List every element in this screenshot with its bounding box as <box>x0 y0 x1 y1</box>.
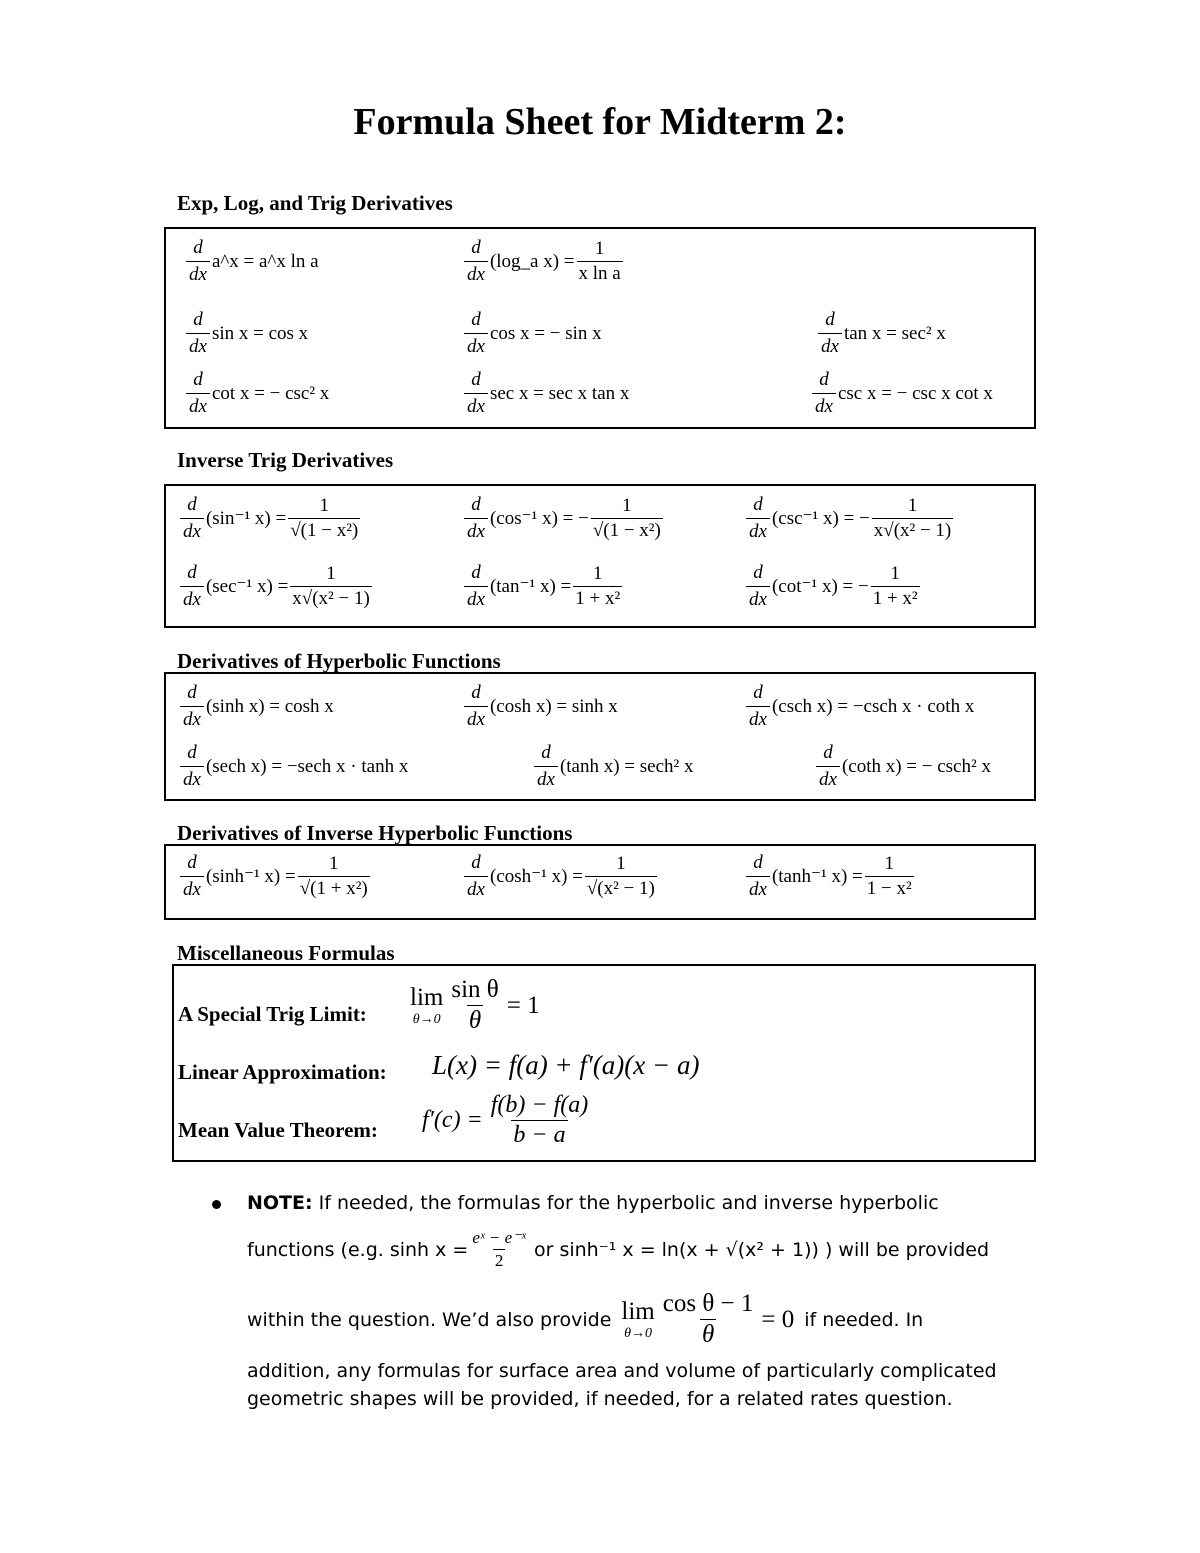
formula-cot: d dx cot x = − csc² x <box>186 369 329 418</box>
section-title-hyperbolic: Derivatives of Hyperbolic Functions <box>177 649 501 673</box>
formula-arcsinh: d dx (sinh⁻¹ x) = $\frac{1}{\text{√(1 + x²)}}$ <box>180 852 372 901</box>
formula-arctanh: d dx (tanh⁻¹ x) = $\frac{1}{\text{1 − x²}}$ <box>746 852 916 901</box>
formula-arcsec: d dx (sec⁻¹ x) = $\frac{1}{\text{x√(x² − 1)}}$ <box>180 562 374 611</box>
trig-limit-formula: lim θ→0 $\frac{\text{sin θ}}{\theta}$ = 1 <box>410 976 540 1034</box>
formula-csc: d dx csc x = − csc x cot x <box>812 369 993 418</box>
formula-cosh: d dx (cosh x) = sinh x <box>464 682 618 731</box>
exp-log-trig-box <box>164 227 1036 429</box>
formula-exp: d dx a^x = a^x ln a <box>186 237 319 286</box>
trig-limit-label: A Special Trig Limit: <box>178 1002 367 1026</box>
hyperbolic-box <box>164 672 1036 801</box>
formula-arcsin: d dx (sin⁻¹ x) = $\frac{1}{\text{√(1 − x²)}}$ <box>180 494 362 543</box>
formula-arccosh: d dx (cosh⁻¹ x) = $\frac{1}{\text{√(x² − 1)}}$ <box>464 852 659 901</box>
note-line-1: NOTE: If needed, the formulas for the hyperbolic and inverse hyperbolic <box>247 1192 939 1214</box>
section-title-misc: Miscellaneous Formulas <box>177 941 395 965</box>
note-line-2: functions (e.g. sinh x = $\frac{\text{eˣ − e⁻ˣ}}{2}$ or sinh⁻¹ x = ln(x + √(x² + 1)) ) will be provided <box>247 1228 990 1270</box>
formula-sec: d dx sec x = sec x tan x <box>464 369 629 418</box>
formula-log: d dx (log_a x) = $\frac{1}{\text{x ln a}}$ <box>464 237 625 286</box>
formula-sin: d dx sin x = cos x <box>186 309 308 358</box>
formula-arccot: d dx (cot⁻¹ x) = − $\frac{1}{\text{1 + x²}}$ <box>746 562 922 611</box>
formula-sech: d dx (sech x) = −sech x · tanh x <box>180 742 408 791</box>
page-title: Formula Sheet for Midterm 2: <box>353 101 847 143</box>
section-title-inverse-hyperbolic: Derivatives of Inverse Hyperbolic Functions <box>177 821 573 845</box>
inverse-trig-box <box>164 484 1036 628</box>
section-title-exp-log-trig: Exp, Log, and Trig Derivatives <box>177 191 453 215</box>
mvt-label: Mean Value Theorem: <box>178 1118 378 1142</box>
note-line-3: within the question. We’d also provide lim θ→0 $\frac{\text{cos θ − 1}}{\theta}$ = 0 if needed. In <box>247 1290 924 1348</box>
formula-sinh: d dx (sinh x) = cosh x <box>180 682 334 731</box>
linear-approx-label: Linear Approximation: <box>178 1060 387 1084</box>
misc-box <box>172 964 1036 1162</box>
formula-arccsc: d dx (csc⁻¹ x) = − $\frac{1}{\text{x√(x² − 1)}}$ <box>746 494 955 543</box>
formula-cos: d dx cos x = − sin x <box>464 309 602 358</box>
formula-coth: d dx (coth x) = − csch² x <box>816 742 991 791</box>
mvt-formula: f′(c) = $\frac{f(b) - f(a)}{b - a}$ <box>422 1092 589 1148</box>
section-title-inverse-trig: Inverse Trig Derivatives <box>177 448 394 472</box>
formula-csch: d dx (csch x) = −csch x · coth x <box>746 682 974 731</box>
inverse-hyperbolic-box <box>164 844 1036 920</box>
note-line-4: addition, any formulas for surface area and volume of particularly complicated <box>247 1360 997 1382</box>
note-line-5: geometric shapes will be provided, if needed, for a related rates question. <box>247 1388 953 1410</box>
formula-arctan: d dx (tan⁻¹ x) = $\frac{1}{\text{1 + x²}}$ <box>464 562 624 611</box>
formula-tan: d dx tan x = sec² x <box>818 309 946 358</box>
note-bullet <box>212 1200 221 1209</box>
formula-arccos: d dx (cos⁻¹ x) = − $\frac{1}{\text{√(1 − x²)}}$ <box>464 494 665 543</box>
linear-approx-formula: L(x) = f(a) + f′(a)(x − a) <box>432 1050 700 1080</box>
formula-tanh: d dx (tanh x) = sech² x <box>534 742 693 791</box>
